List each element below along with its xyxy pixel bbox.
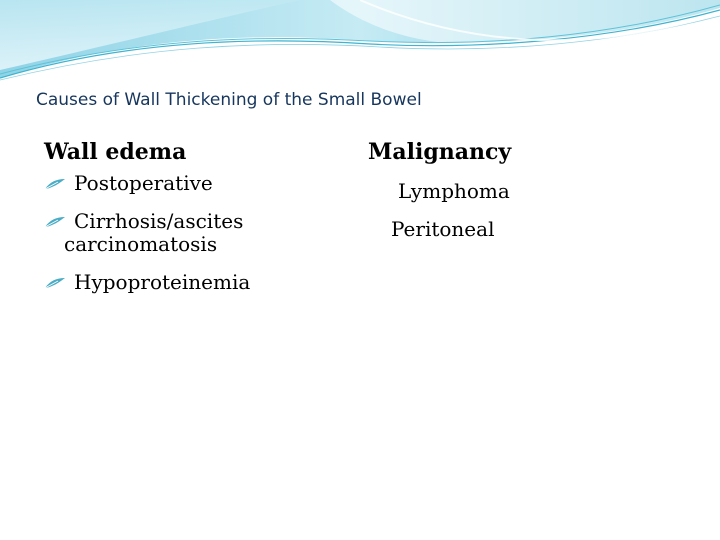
slide-title: Causes of Wall Thickening of the Small Bowel xyxy=(36,90,422,110)
quill-feather-bullet-icon xyxy=(44,178,66,190)
list-item-label: Cirrhosis/ascites xyxy=(74,209,244,233)
header-wave-decoration xyxy=(0,0,720,90)
quill-feather-bullet-icon xyxy=(44,277,66,289)
quill-feather-bullet-icon xyxy=(44,216,66,228)
list-item-label-continuation: carcinomatosis xyxy=(64,232,218,256)
list-item: Lymphoma xyxy=(398,179,510,203)
list-item-label: Hypoproteinemia xyxy=(74,270,251,294)
list-item xyxy=(44,172,344,195)
left-column-list xyxy=(44,172,344,294)
right-column xyxy=(368,137,688,241)
left-column-heading: Wall edema xyxy=(44,139,187,165)
right-column-heading: Malignancy xyxy=(368,139,512,165)
list-item xyxy=(44,271,344,294)
list-item-label: Postoperative xyxy=(74,171,213,195)
list-item: Peritoneal xyxy=(391,217,495,241)
list-item xyxy=(44,210,344,256)
left-column xyxy=(44,137,344,309)
